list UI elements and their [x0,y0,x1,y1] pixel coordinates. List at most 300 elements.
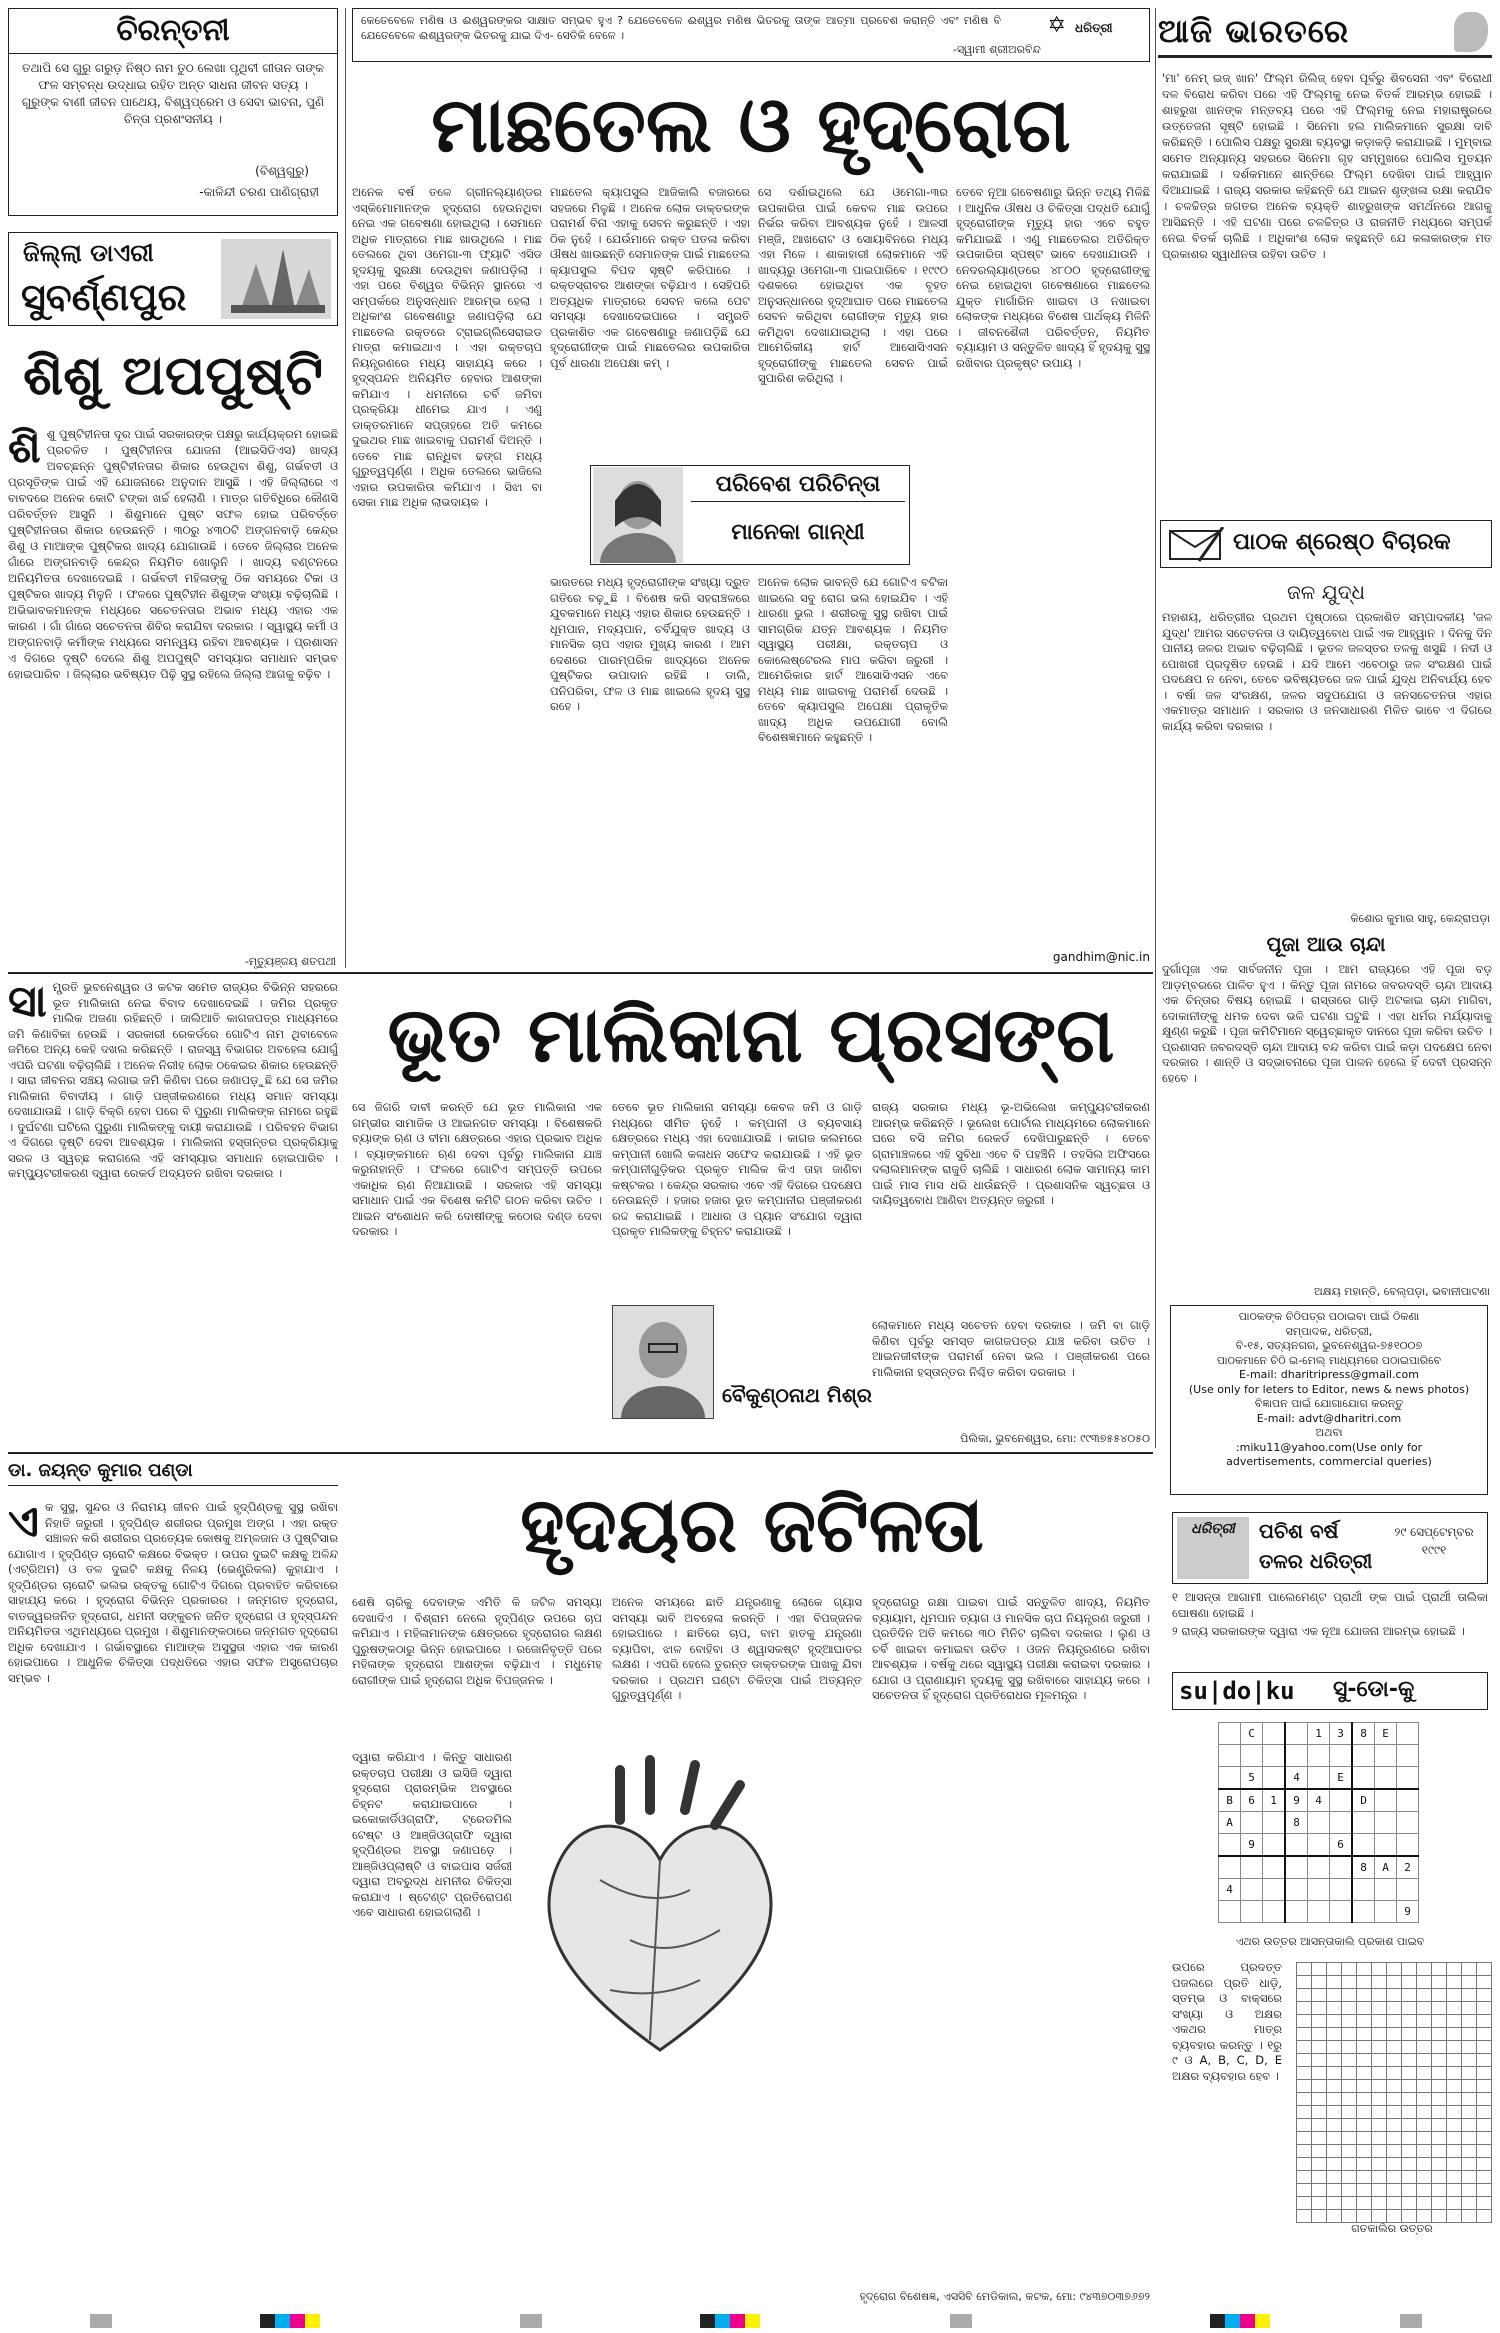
sudoku-cell[interactable] [1285,1901,1308,1923]
solution-cell [1357,2132,1372,2145]
sudoku-cell[interactable]: C [1241,1723,1263,1745]
sudoku-cell[interactable] [1241,1812,1263,1834]
solution-cell [1417,2119,1432,2132]
solution-cell [1447,2067,1462,2080]
solution-cell [1477,2002,1492,2015]
sudoku-cell[interactable] [1308,1879,1330,1901]
sudoku-cell[interactable] [1308,1901,1330,1923]
solution-cell [1447,2145,1462,2158]
pachisha-item2: ୨ ରାଜ୍ୟ ସରକାରଙ୍କ ଦ୍ୱାରା ଏକ ନୂଆ ଯୋଜନା ଆରମ୍ଭ ହୋଇଛି । [1172,1624,1465,1638]
solution-cell [1477,2067,1492,2080]
sudoku-cell[interactable] [1241,1879,1263,1901]
solution-cell [1387,2106,1402,2119]
solution-cell [1327,2041,1342,2054]
solution-cell [1342,1976,1357,1989]
sudoku-cell[interactable]: A [1375,1856,1397,1879]
sudoku-cell[interactable] [1219,1723,1241,1745]
solution-cell [1357,2080,1372,2093]
solution-cell [1297,2119,1312,2132]
solution-cell [1327,2054,1342,2067]
solution-cell [1477,2080,1492,2093]
solution-cell [1432,2015,1447,2028]
solution-cell [1387,2145,1402,2158]
solution-cell [1342,2106,1357,2119]
solution-cell [1402,2145,1417,2158]
solution-cell [1357,2054,1372,2067]
sudoku-cell[interactable] [1375,1789,1397,1812]
sudoku-banner [1172,1672,1488,1710]
solution-cell [1432,2080,1447,2093]
sudoku-cell[interactable]: 9 [1397,1901,1419,1923]
sudoku-cell[interactable] [1285,1723,1308,1745]
sudoku-cell[interactable] [1241,1856,1263,1879]
sudoku-cell[interactable] [1308,1812,1330,1834]
sudoku-cell[interactable] [1375,1745,1397,1767]
sudoku-cell[interactable] [1330,1901,1353,1923]
solution-cell [1372,2028,1387,2041]
sudoku-cell[interactable]: D [1352,1789,1375,1812]
solution-cell [1327,2210,1342,2223]
sudoku-row [1219,1723,1419,1745]
chirantani-title: ଚିରନ୍ତନୀ [9,9,337,54]
sudoku-solution-wrap [1296,1962,1492,2223]
contact-line6: ଅଥବା [1315,1426,1343,1439]
macchatel-col3: ସେ ଦର୍ଶାଇଥିଲେ ଯେ ଓମେଗା-୩ର ଉପକାରିତା ପାଇଁ କେବଳ ମାଛ ଉପରେ ନିର୍ଭର କରିବା ଆବଶ୍ୟକ ନୁହେଁ । ଆଳସୀ ମଞ୍ଜି, ଆଖରୋଟ ଓ ସୋୟାବିନରେ ମଧ୍ୟ ଏହା ମିଳେ । ଶାକାହାରୀ ଲୋକମାନେ ଏହି ଖାଦ୍ୟରୁ ଓମେଗା-୩ ପାଇପାରିବେ । ୧୯୯୦ ଦଶକରେ ହୋଇଥିବା ଏକ ବୃହତ ଅନୁସନ୍ଧାନରେ ହୃଦ୍‌ଆଘାତ ପରେ ମାଛତେଲ ସେବନ କରିଥିବା ରୋଗୀଙ୍କ ମୃତ୍ୟୁ ହାର କମିଥିବା ଦେଖାଯାଇଥିଲା । ଏହା ପରେ ଆମେରିକୀୟ ହାର୍ଟ ଆସୋସିଏସନ ହୃଦ୍‌ରୋଗୀଙ୍କୁ ମାଛତେଲ ସେବନ ପାଇଁ ସୁପାରିଶ କରିଥିଲା । [758,185,948,385]
sudoku-cell[interactable]: 4 [1285,1767,1308,1790]
sudoku-cell[interactable] [1397,1767,1419,1790]
solution-cell [1297,1989,1312,2002]
solution-cell [1387,2119,1402,2132]
section-rule [8,1452,1153,1454]
envelope-icon [1169,527,1225,563]
solution-cell [1357,1989,1372,2002]
solution-cell [1387,2080,1402,2093]
sudoku-row [1219,1856,1419,1879]
sudoku-hint: ଏଥର ଉତ୍ତର ଆସନ୍ତାକାଲି ପ୍ରକାଶ ପାଇବ [1235,1935,1425,1948]
solution-cell [1387,2054,1402,2067]
solution-cell [1297,2132,1312,2145]
sudoku-cell[interactable] [1263,1834,1286,1857]
solution-cell [1357,2015,1372,2028]
sudoku-cell[interactable] [1219,1834,1241,1857]
solution-cell [1477,1963,1492,1976]
solution-cell [1432,2106,1447,2119]
sudoku-cell[interactable] [1285,1856,1308,1879]
sudoku-grid[interactable] [1218,1722,1419,1923]
sudoku-answer-label: ଗତକାଲିର ଉତ୍ତର [1351,2222,1433,2235]
solution-cell [1447,2184,1462,2197]
sudoku-cell[interactable]: 4 [1219,1879,1241,1901]
solution-cell [1417,2080,1432,2093]
chirantani-source: (ବିଶ୍ୱଗୁରୁ) [255,164,309,178]
solution-cell [1477,2158,1492,2171]
solution-row [1297,2093,1492,2106]
sudoku-row [1219,1879,1419,1901]
solution-cell [1297,2184,1312,2197]
solution-cell [1327,2171,1342,2184]
sudoku-row [1219,1789,1419,1812]
heart-illustration [500,1750,820,2070]
sudoku-cell[interactable] [1330,1856,1353,1879]
sudoku-cell[interactable] [1352,1745,1375,1767]
solution-cell [1447,2106,1462,2119]
pachisha-box [1172,1512,1488,1584]
hrudaya-col3: ଅନେକ ସମୟରେ ଛାତି ଯନ୍ତ୍ରଣାକୁ ଲୋକେ ଗ୍ୟାସ ସମସ୍ୟା ଭାବି ଅବହେଳା କରନ୍ତି । ଏହା ବିପଜ୍ଜନକ ହୋଇପାରେ । ଛାତିରେ ଚାପ, ବାମ ହାତକୁ ଯନ୍ତ୍ରଣା ବ୍ୟାପିବା, ଝାଳ ବୋହିବା ଓ ଶ୍ୱାସକଷ୍ଟ ହୃଦ୍‌ଆଘାତର ଲକ୍ଷଣ । ଏପରି ହେଲେ ତୁରନ୍ତ ଡାକ୍ତରଙ୍କ ପାଖକୁ ଯିବା ଦରକାର । ପ୍ରଥମ ଘଣ୍ଟା ଚିକିତ୍ସା ପାଇଁ ଅତ୍ୟନ୍ତ ଗୁରୁତ୍ୱପୂର୍ଣ୍ଣ । [612,1595,862,1702]
sudoku-cell[interactable]: 5 [1241,1767,1263,1790]
solution-cell [1432,2210,1447,2223]
solution-cell [1417,1963,1432,1976]
sudoku-cell[interactable] [1330,1789,1353,1812]
solution-cell [1372,2067,1387,2080]
sudoku-cell[interactable]: 2 [1397,1856,1419,1879]
solution-cell [1372,2197,1387,2210]
solution-cell [1342,2210,1357,2223]
macchatel-col4: ତେବେ ନୂଆ ଗବେଷଣାରୁ ଭିନ୍ନ ତଥ୍ୟ ମିଳିଛି । ଆଧୁନିକ ଔଷଧ ଓ ଚିକିତ୍ସା ପଦ୍ଧତି ଯୋଗୁଁ ହୃଦ୍‌ରୋଗୀଙ୍କ ମୃତ୍ୟୁ ହାର ଏବେ ବହୁତ କମିଯାଇଛି । ଏଣୁ ମାଛତେଲର ଅତିରିକ୍ତ ଉପକାରିତା ସ୍ପଷ୍ଟ ଭାବେ ଦେଖାଯାଉନି । ନେଦରଲ୍ୟାଣ୍ଡରେ ୪୮୦୦ ହୃଦ୍‌ରୋଗୀଙ୍କୁ ନେଇ ହୋଇଥିବା ଗବେଷଣାରେ ମାଛତେଲ ଯୁକ୍ତ ମାର୍ଗାରିନ ଖାଇବା ଓ ନଖାଇବା ଲୋକଙ୍କ ମଧ୍ୟରେ ବିଶେଷ ପାର୍ଥକ୍ୟ ମିଳିନି । ଜୀବନଶୈଳୀ ପରିବର୍ତ୍ତନ, ନିୟମିତ ବ୍ୟାୟାମ ଓ ସନ୍ତୁଳିତ ଖାଦ୍ୟ ହିଁ ହୃଦୟକୁ ସୁସ୍ଥ ରଖିବାର ପ୍ରକୃଷ୍ଟ ଉପାୟ । [956,185,1150,370]
solution-row [1297,2184,1492,2197]
sudoku-cell[interactable] [1285,1745,1308,1767]
sudoku-cell[interactable] [1219,1767,1241,1790]
solution-cell [1462,2054,1477,2067]
macchatel-col2: ମାଛତେଲ କ୍ୟାପସୁଲ ଆଜିକାଲି ବଜାରରେ ସହଜରେ ମିଳୁଛି । ଅନେକ ଲୋକ ଡାକ୍ତରଙ୍କ ପରାମର୍ଶ ବିନା ଏହାକୁ ସେବନ କରୁଛନ୍ତି । ଏହା ଠିକ ନୁହେଁ । ଯେଉଁମାନେ ରକ୍ତ ପତଳା କରିବା ଔଷଧ ଖାଉଛନ୍ତି ସେମାନଙ୍କ ପାଇଁ ମାଛତେଲ କ୍ୟାପସୁଲ ବିପଦ ସୃଷ୍ଟି କରିପାରେ । ରକ୍ତସ୍ରାବର ଆଶଙ୍କା ବଢ଼ିଯାଏ । ସେହିପରି ଅତ୍ୟଧିକ ମାତ୍ରାରେ ସେବନ କଲେ ପେଟ ସମସ୍ୟା ଦେଖାଦେଇପାରେ । ସମ୍ପ୍ରତି ପ୍ରକାଶିତ ଏକ ଗବେଷଣାରୁ ଜଣାପଡ଼ିଛି ଯେ ହୃଦ୍‌ରୋଗୀଙ୍କ ପାଇଁ ମାଛତେଲର ଉପକାରିତା ପୂର୍ବ ଧାରଣା ଅପେକ୍ଷା କମ୍ । [550,185,750,370]
solution-cell [1432,2171,1447,2184]
sudoku-cell[interactable] [1375,1812,1397,1834]
solution-cell [1447,2197,1462,2210]
solution-cell [1327,2002,1342,2015]
sudoku-cell[interactable]: 9 [1285,1789,1308,1812]
solution-cell [1402,1976,1417,1989]
solution-cell [1297,1976,1312,1989]
solution-row [1297,2132,1492,2145]
solution-cell [1312,2041,1327,2054]
solution-cell [1327,1963,1342,1976]
pachisha-date: ୨୯ ସେପ୍ଟେମ୍ବର ୧୯୯୧ [1394,1525,1474,1557]
contact-email-yahoo[interactable]: :miku11@yahoo.com(Use only for [1235,1440,1423,1454]
sudoku-cell[interactable] [1241,1901,1263,1923]
sudoku-row [1219,1767,1419,1790]
solution-cell [1297,2197,1312,2210]
bhoota-headline: ଭୂତ ମାଲିକାନା ପ୍ରସଙ୍ଗ [387,990,1115,1079]
solution-cell [1312,2106,1327,2119]
solution-cell [1372,2132,1387,2145]
sudoku-cell[interactable]: 1 [1308,1723,1330,1745]
contact-email-advt[interactable]: E-mail: advt@dharitri.com [1256,1411,1402,1425]
sudoku-cell[interactable] [1263,1723,1286,1745]
contact-email-editor[interactable]: E-mail: dharitripress@gmail.com [1239,1368,1419,1381]
solution-cell [1417,2041,1432,2054]
sudoku-cell[interactable]: 8 [1352,1723,1375,1745]
solution-cell [1372,2119,1387,2132]
macchatel-author-box [590,465,910,565]
solution-cell [1357,2041,1372,2054]
sudoku-cell[interactable] [1241,1745,1263,1767]
sudoku-cell[interactable] [1397,1745,1419,1767]
solution-cell [1417,2197,1432,2210]
sudoku-cell[interactable]: 6 [1241,1789,1263,1812]
sudoku-cell[interactable]: 8 [1285,1812,1308,1834]
solution-cell [1477,2093,1492,2106]
sudoku-row [1219,1745,1419,1767]
sudoku-cell[interactable] [1219,1745,1241,1767]
sudoku-cell[interactable]: A [1219,1812,1241,1834]
sudoku-title-odia: ସୁ-ଡୋ-କୁ [1333,1677,1415,1702]
sudoku-title: su|do|ku [1179,1677,1295,1705]
solution-cell [1477,2145,1492,2158]
dharitri-mark-label: ଧରିତ୍ରୀ [1075,21,1113,35]
solution-cell [1432,1989,1447,2002]
solution-cell [1447,2158,1462,2171]
solution-cell [1312,2067,1327,2080]
sudoku-cell[interactable] [1308,1856,1330,1879]
solution-cell [1312,2080,1327,2093]
sudoku-cell[interactable] [1330,1745,1353,1767]
solution-cell [1402,2197,1417,2210]
solution-cell [1447,2002,1462,2015]
solution-cell [1327,2015,1342,2028]
solution-row [1297,2119,1492,2132]
solution-row [1297,2015,1492,2028]
solution-row [1297,1976,1492,1989]
solution-cell [1462,2067,1477,2080]
top-quote-box [352,8,1150,62]
solution-cell [1432,2119,1447,2132]
solution-cell [1462,2132,1477,2145]
sudoku-cell[interactable] [1352,1767,1375,1790]
solution-row [1297,2080,1492,2093]
hrudaya-author-label: ଡା. ଜୟନ୍ତ କୁମାର ପଣ୍ଡା [8,1460,338,1486]
solution-cell [1477,2132,1492,2145]
bhoota-col1 [8,980,338,1450]
bhoota-dropcap: ସା [8,980,47,1027]
sudoku-cell[interactable]: B [1219,1789,1241,1812]
sudoku-cell[interactable]: 1 [1263,1789,1286,1812]
sudoku-cell[interactable]: E [1375,1723,1397,1745]
sudoku-cell[interactable] [1397,1834,1419,1857]
pachisha-item1: ୧ ଆସନ୍ତା ଆଗାମୀ ପାଲେମେଣ୍ଟ ପ୍ରାର୍ଥୀ ଙ୍କ ପାଇଁ ପ୍ରାର୍ଥୀ ତାଲିକା ଘୋଷଣା ହୋଇଛି । [1172,1590,1488,1620]
solution-cell [1297,2041,1312,2054]
sudoku-cell[interactable]: 3 [1330,1723,1353,1745]
registration-bar [90,2314,112,2328]
solution-cell [1462,2015,1477,2028]
solution-cell [1312,2002,1327,2015]
solution-cell [1417,2184,1432,2197]
solution-cell [1312,1963,1327,1976]
solution-cell [1402,2184,1417,2197]
solution-cell [1417,1989,1432,2002]
sudoku-cell[interactable] [1263,1767,1286,1790]
solution-cell [1312,2119,1327,2132]
solution-cell [1342,1963,1357,1976]
sudoku-cell[interactable] [1397,1723,1419,1745]
sudoku-cell[interactable] [1285,1879,1308,1901]
solution-cell [1432,2002,1447,2015]
solution-cell [1387,1963,1402,1976]
registration-bar [260,2314,320,2328]
solution-cell [1417,2002,1432,2015]
solution-cell [1462,2145,1477,2158]
solution-cell [1342,2067,1357,2080]
bhoota-author-box [612,1305,892,1425]
sudoku-cell[interactable] [1375,1834,1397,1857]
sudoku-cell[interactable] [1375,1901,1397,1923]
solution-cell [1372,2171,1387,2184]
letter2-author: ଅକ୍ଷୟ ମହାନ୍ତି, ବେଲ୍‌ପଡ଼ା, ଭବାନୀପାଟଣା [1314,1285,1490,1298]
solution-cell [1477,2119,1492,2132]
sudoku-cell[interactable] [1263,1745,1286,1767]
solution-cell [1432,2028,1447,2041]
solution-cell [1357,2119,1372,2132]
solution-cell [1327,2197,1342,2210]
solution-row [1297,2028,1492,2041]
solution-cell [1312,2132,1327,2145]
sudoku-cell[interactable] [1397,1812,1419,1834]
solution-cell [1387,2028,1402,2041]
solution-cell [1462,2158,1477,2171]
solution-cell [1387,2002,1402,2015]
divider [1155,8,1156,1448]
solution-cell [1357,2197,1372,2210]
solution-cell [1342,2184,1357,2197]
solution-cell [1342,2054,1357,2067]
pathaka-banner [1160,520,1492,568]
sudoku-cell[interactable] [1263,1856,1286,1879]
solution-cell [1462,2184,1477,2197]
solution-cell [1477,1976,1492,1989]
solution-cell [1372,2054,1387,2067]
solution-cell [1477,2054,1492,2067]
solution-cell [1447,2015,1462,2028]
top-quote-text: କେତେବେଳେ ମଣିଷ ଓ ଈଶ୍ୱରଙ୍କର ସାକ୍ଷାତ ସମ୍ଭବ ହୁଏ ? ଯେତେବେଳେ ଈଶ୍ୱର ମଣିଷ ଭିତରକୁ ତାଙ୍କ ଆତ୍ମା ପ୍ରବେଶ କରାନ୍ତି ଏବଂ ମଣିଷ ବି ଯେତେବେଳେ ଈଶ୍ୱରଙ୍କ ଭିତରକୁ ଯାଇ ଦିଏ- ସେତିକି ବେଳେ । [361,14,1001,42]
solution-cell [1447,2080,1462,2093]
contact-line1: ପାଠକଙ୍କ ଚିଠିପତ୍ର ପଠାଇବା ପାଇଁ ଠିକଣା [1238,1310,1420,1323]
macchatel-headline: ମାଛତେଲ ଓ ହୃଦ୍‌ରୋଗ [431,80,1071,169]
solution-cell [1372,2080,1387,2093]
solution-cell [1417,2145,1432,2158]
solution-cell [1387,2132,1402,2145]
solution-cell [1402,2041,1417,2054]
solution-cell [1312,2158,1327,2171]
solution-cell [1297,2171,1312,2184]
solution-cell [1342,2028,1357,2041]
solution-cell [1387,2015,1402,2028]
sudoku-cell[interactable] [1219,1856,1241,1879]
sudoku-cell[interactable] [1308,1745,1330,1767]
solution-cell [1327,2184,1342,2197]
sudoku-cell[interactable] [1352,1901,1375,1923]
macchatel-col3b: ଅନେକ ଲୋକ ଭାବନ୍ତି ଯେ ଗୋଟିଏ ବଟିକା ଖାଇଲେ ସବୁ ରୋଗ ଭଲ ହୋଇଯିବ । ଏହି ଧାରଣା ଭୁଲ । ଶରୀରକୁ ସୁସ୍ଥ ରଖିବା ପାଇଁ ସାମଗ୍ରିକ ଯତ୍ନ ଆବଶ୍ୟକ । ନିୟମିତ ସ୍ୱାସ୍ଥ୍ୟ ପରୀକ୍ଷା, ରକ୍ତଚାପ ଓ କୋଲେଷ୍ଟେରଲ ମାପ କରିବା ଜରୁରୀ । ଆମେରିକାର ହାର୍ଟ ଆସୋସିଏସନ ଏବେ ମଧ୍ୟ ମାଛ ଖାଇବାକୁ ପରାମର୍ଶ ଦେଉଛି । ତେବେ କ୍ୟାପସୁଲ ଅପେକ୍ଷା ପ୍ରାକୃତିକ ଖାଦ୍ୟ ଅଧିକ ଉପଯୋଗୀ ବୋଲି ବିଶେଷଜ୍ଞମାନେ କହୁଛନ୍ତି । [758,575,948,744]
solution-cell [1462,2197,1477,2210]
pachisha-title2: ତଳର ଧରିତ୍ରୀ [1259,1549,1373,1573]
shishu-body-text: ଶୁ ପୁଷ୍ଟିହୀନତା ଦୂର ପାଇଁ ସରକାରଙ୍କ ପକ୍ଷରୁ କାର୍ଯ୍ୟକ୍ରମ ହୋଇଛି ପ୍ରଚଳିତ । ପୁଷ୍ଟିହୀନତା ଯୋଜନା (ଆଇସିଡିଏସ) ଖାଦ୍ୟ ଅବଚ୍ଛନ୍ନ ପୁଷ୍ଟିହୀନତାର ଶିକାର ହେଉଥିବା ଶିଶୁ, ଗର୍ଭବତୀ ଓ ପ୍ରସୂତିଙ୍କ ପାଇଁ ଏହି ଯୋଜନାରେ ଅନୁଦାନ ଆସୁଛି । ଏହି ଜିଲ୍ଲାରେ ଏ ବାବଦରେ ଅନେକ କୋଟି ଟଙ୍କା ଖର୍ଚ୍ଚ ହେଲାଣି । ମାତ୍ର ଗତିବିଧିରେ କୌଣସି ପରିବର୍ତ୍ତନ ଆସୁନି । ଶିଶୁମାନେ ପୁଷ୍ଟ ସଫଳ ହୋଇ ପରିବର୍ତ୍ତେ ପୁଷ୍ଟିହୀନତାର ଶିକାର ହେଉଛନ୍ତି । ୩୦ରୁ ୪୩୦ଟି ଅଙ୍ଗନବାଡ଼ି କେନ୍ଦ୍ର ଶିଶୁ ଓ ମାଆଙ୍କ ପୁଷ୍ଟିକର ଖାଦ୍ୟ ଯୋଗାଉଛି । ତେବେ ଜିଲ୍ଲାର ଅନେକ ଗାଁରେ ଅଙ୍ଗନବାଡ଼ି କେନ୍ଦ୍ର ନିୟମିତ ଖୋଲୁନି । ଖାଦ୍ୟ ବଣ୍ଟନରେ ଅନିୟମିତତା ଦେଖାଦେଇଛି । ଗର୍ଭବତୀ ମହିଳାଙ୍କୁ ଠିକ ସମୟରେ ଟିକା ଓ ପୁଷ୍ଟିକର ଖାଦ୍ୟ ମିଳୁନି । ଫଳରେ ପୁଷ୍ଟିହୀନ ଶିଶୁଙ୍କ ସଂଖ୍ୟା ବଢ଼ିଚାଲିଛି । ଅଭିଭାବକମାନଙ୍କ ମଧ୍ୟରେ ସଚେତନତାର ଅଭାବ ମଧ୍ୟ ଏହାର ଏକ କାରଣ । ଗାଁ ଗାଁରେ ସଚେତନତା ଶିବିର କରାଯିବା ଦରକାର । ସ୍ୱାସ୍ଥ୍ୟ କର୍ମୀ ଓ ଅଙ୍ଗନବାଡ଼ି କର୍ମୀଙ୍କ ମଧ୍ୟରେ ସମନ୍ୱୟ ରହିବା ଆବଶ୍ୟକ । ପ୍ରଶାସନ ଏ ଦିଗରେ ଦୃଷ୍ଟି ଦେଲେ ଶିଶୁ ଅପପୁଷ୍ଟି ସମସ୍ୟାର ସମାଧାନ ସମ୍ଭବ ହୋଇପାରିବ । ଜିଲ୍ଲାର ଭବିଷ୍ୟତ ପିଢ଼ି ସୁସ୍ଥ ରହିଲେ ଜିଲ୍ଲା ଆଗକୁ ବଢ଼ିବ । [8,427,338,681]
solution-cell [1417,2158,1432,2171]
sudoku-cell[interactable]: 6 [1330,1834,1353,1857]
solution-cell [1312,2145,1327,2158]
solution-cell [1462,2119,1477,2132]
sudoku-cell[interactable] [1352,1879,1375,1901]
bhoota-col4b: ଲୋକମାନେ ମଧ୍ୟ ସଚେତନ ହେବା ଦରକାର । ଜମି ବା ଗାଡ଼ି କିଣିବା ପୂର୍ବରୁ ସମସ୍ତ କାଗଜପତ୍ର ଯାଞ୍ଚ କରିବା ଉଚିତ । ଆଇନଜୀବୀଙ୍କ ପରାମର୍ଶ ନେବା ଭଲ । ପଞ୍ଜୀକରଣ ପରେ ମାଲିକାନା ହସ୍ତାନ୍ତର ନିଶ୍ଚିତ କରିବା ଦରକାର । [872,1318,1150,1379]
solution-cell [1327,1989,1342,2002]
sudoku-cell[interactable] [1352,1834,1375,1857]
sudoku-cell[interactable] [1397,1789,1419,1812]
registration-bar [700,2314,760,2328]
top-quote-author: -ସ୍ୱାମୀ ଶ୍ରୀଅରବିନ୍ଦ [953,43,1041,56]
solution-cell [1327,2158,1342,2171]
sudoku-cell[interactable] [1263,1812,1286,1834]
solution-cell [1402,2132,1417,2145]
macchatel-email[interactable]: gandhim@nic.in [1052,950,1150,964]
sudoku-cell[interactable] [1308,1834,1330,1857]
solution-cell [1477,2171,1492,2184]
solution-cell [1372,2002,1387,2015]
sudoku-solution-grid [1296,1962,1492,2223]
solution-cell [1342,2093,1357,2106]
sudoku-cell[interactable] [1308,1767,1330,1790]
hrudaya-byline: ହୃଦ୍‌ରୋଗ ବିଶେଷଜ୍ଞ, ଏସସିବି ମେଡିକାଲ, କଟକ, ମୋ: ୯୪୩୭୦୩୭୬୭୨ [859,2290,1150,2303]
sudoku-cell[interactable] [1263,1901,1286,1923]
solution-cell [1342,2080,1357,2093]
solution-cell [1327,2080,1342,2093]
contact-line4: ପାଠକମାନେ ଚିଠି ଇ-ମେଲ୍ ମାଧ୍ୟମରେ ପଠାଇପାରିବେ [1216,1353,1442,1367]
sudoku-cell[interactable] [1397,1879,1419,1901]
solution-cell [1387,2171,1402,2184]
sudoku-cell[interactable] [1219,1901,1241,1923]
solution-row [1297,2158,1492,2171]
solution-cell [1297,2210,1312,2223]
divider [345,8,346,968]
solution-cell [1447,2093,1462,2106]
letter1-body: ମହାଶୟ, ଧରିତ୍ରୀର ପ୍ରଥମ ପୃଷ୍ଠାରେ ପ୍ରକାଶିତ ସମ୍ପାଦକୀୟ 'ଜଳ ଯୁଦ୍ଧ' ଆମର ସଚେତନତା ଓ ଦାୟିତ୍ୱବୋଧ ପାଇଁ ଏକ ଆହ୍ୱାନ । ଦିନକୁ ଦିନ ପାନୀୟ ଜଳର ଅଭାବ ବଢ଼ିଚାଲିଛି । ଭୂତଳ ଜଳସ୍ତର ତଳକୁ ଖସୁଛି । ନଦୀ ଓ ପୋଖରୀ ପ୍ରଦୂଷିତ ହେଉଛି । ଯଦି ଆମେ ଏବେଠାରୁ ଜଳ ସଂରକ୍ଷଣ ପାଇଁ ପଦକ୍ଷେପ ନ ନେବା, ତେବେ ଭବିଷ୍ୟତରେ ଜଳ ପାଇଁ ଯୁଦ୍ଧ ଅନିବାର୍ଯ୍ୟ ହେବ । ବର୍ଷା ଜଳ ସଂରକ୍ଷଣ, ଜଳର ସଦୁପଯୋଗ ଓ ଜନସଚେତନତା ଏହାର ଏକମାତ୍ର ସମାଧାନ । ସରକାର ଓ ଜନସାଧାରଣ ମିଳିତ ଭାବେ ଏ ଦିଗରେ କାର୍ଯ୍ୟ କରିବା ଦରକାର । [1162,610,1492,733]
sudoku-cell[interactable] [1375,1879,1397,1901]
solution-cell [1327,1976,1342,1989]
solution-cell [1432,2158,1447,2171]
macchatel-col2b: ଭାରତରେ ମଧ୍ୟ ହୃଦ୍‌ରୋଗୀଙ୍କ ସଂଖ୍ୟା ଦ୍ରୁତ ଗତିରେ ବଢ଼ୁଛି । ବିଶେଷ କରି ସହରାଞ୍ଚଳରେ ଯୁବକମାନେ ମଧ୍ୟ ଏହାର ଶିକାର ହେଉଛନ୍ତି । ଧୂମପାନ, ମଦ୍ୟପାନ, ଚର୍ବିଯୁକ୍ତ ଖାଦ୍ୟ ଓ ମାନସିକ ଚାପ ଏହାର ମୁଖ୍ୟ କାରଣ । ଆମ ଦେଶରେ ପାରମ୍ପରିକ ଖାଦ୍ୟରେ ଅନେକ ପୁଷ୍ଟିକର ଉପାଦାନ ରହିଛି । ଡାଲି, ପନିପରିବା, ଫଳ ଓ ମାଛ ଖାଇଲେ ହୃଦୟ ସୁସ୍ଥ ରହେ । [550,575,750,713]
section-rule [8,972,1153,974]
solution-cell [1447,1989,1462,2002]
macchatel-column-label: ପରିବେଶ ପରିଚିନ୍ତା [691,472,905,502]
sudoku-cell[interactable] [1330,1879,1353,1901]
solution-cell [1327,2093,1342,2106]
solution-row [1297,2067,1492,2080]
solution-cell [1387,2184,1402,2197]
solution-cell [1432,2093,1447,2106]
registration-bar [1400,2314,1422,2328]
solution-row [1297,2054,1492,2067]
bhoota-col3: ତେବେ ଭୂତ ମାଲିକାନା ସମସ୍ୟା କେବଳ ଜମି ଓ ଗାଡ଼ି ମଧ୍ୟରେ ସୀମିତ ନୁହେଁ । କମ୍ପାନୀ ଓ ବ୍ୟବସାୟ କ୍ଷେତ୍ରରେ ମଧ୍ୟ ଏହା ଦେଖାଯାଉଛି । କାଗଜ କଲମରେ କମ୍ପାନୀ ଖୋଲି କଳାଧନ ସଫେଦ କରାଯାଉଛି । ଏହି ଭୂତ କମ୍ପାନୀଗୁଡ଼ିକର ପ୍ରକୃତ ମାଲିକ କିଏ ତାହା ଜାଣିବା କଷ୍ଟକର । କେନ୍ଦ୍ର ସରକାର ଏବେ ଏହି ଦିଗରେ ପଦକ୍ଷେପ ନେଉଛନ୍ତି । ହଜାର ହଜାର ଭୂତ କମ୍ପାନୀର ପଞ୍ଜୀକରଣ ରଦ୍ଦ କରାଯାଇଛି । ଆଧାର ଓ ପ୍ୟାନ ସଂଯୋଗ ଦ୍ୱାରା ପ୍ରକୃତ ମାଲିକଙ୍କୁ ଚିହ୍ନଟ କରାଯାଉଛି । [612,1100,862,1238]
solution-cell [1432,2184,1447,2197]
sudoku-cell[interactable] [1352,1812,1375,1834]
solution-cell [1357,2002,1372,2015]
solution-cell [1417,2106,1432,2119]
sudoku-cell[interactable] [1375,1767,1397,1790]
solution-cell [1402,2106,1417,2119]
sudoku-cell[interactable] [1330,1812,1353,1834]
solution-cell [1462,2106,1477,2119]
sudoku-cell[interactable]: 9 [1241,1834,1263,1857]
solution-cell [1372,2106,1387,2119]
sudoku-cell[interactable]: E [1330,1767,1353,1790]
contact-box [1170,1305,1488,1495]
sudoku-cell[interactable]: 4 [1308,1789,1330,1812]
solution-row [1297,2171,1492,2184]
bhoota-col1-text: ମ୍ପ୍ରତି ଭୁବନେଶ୍ୱର ଓ କଟକ ସମେତ ରାଜ୍ୟର ବିଭିନ୍ନ ସହରରେ ଭୂତ ମାଲିକାନା ନେଇ ବିବାଦ ଦେଖାଦେଇଛି । ଜମିର ପ୍ରକୃତ ମାଲିକ ଅଜଣା ରହିଛନ୍ତି । ଜାଲିଆତି କାଗଜପତ୍ର ମାଧ୍ୟମରେ ଜମି କିଣାବିକା ହେଉଛି । ସରକାରୀ ରେକର୍ଡରେ ଗୋଟିଏ ନାମ ଥିବାବେଳେ ଜମିରେ ଅନ୍ୟ କେହି ଦଖଲ କରିଛନ୍ତି । ରାଜସ୍ୱ ବିଭାଗର ଅବହେଳା ଯୋଗୁଁ ଏପରି ଘଟଣା ବଢ଼ିଚାଲିଛି । ଅନେକ ନିରୀହ ଲୋକ ଠକେଇର ଶିକାର ହେଉଛନ୍ତି । ସାରା ଜୀବନର ସଞ୍ଚୟ ଲଗାଇ ଜମି କିଣିବା ପରେ ଜଣାପଡ଼ୁଛି ଯେ ସେ ଜମିର ମାଲିକାନା ବିବାଦୀୟ । ଗାଡ଼ି ପଞ୍ଜୀକରଣରେ ମଧ୍ୟ ସମାନ ସମସ୍ୟା ଦେଖାଯାଉଛି । ଗାଡ଼ି ବିକ୍ରି ହେବା ପରେ ବି ପୁରୁଣା ମାଲିକଙ୍କ ନାମରେ ରହୁଛି । ଦୁର୍ଘଟଣା ଘଟିଲେ ପୁରୁଣା ମାଲିକଙ୍କୁ ଦାୟୀ କରାଯାଉଛି । ପରିବହନ ବିଭାଗ ଏ ଦିଗରେ ଦୃଷ୍ଟି ଦେବା ଆବଶ୍ୟକ । ମାଲିକାନା ହସ୍ତାନ୍ତର ପ୍ରକ୍ରିୟାକୁ ସରଳ ଓ ସ୍ୱଚ୍ଛ କରାଗଲେ ଏହି ସମସ୍ୟାର ସମାଧାନ ହୋଇପାରିବ । କମ୍ପ୍ୟୁଟରୀକରଣ ଦ୍ୱାରା ରେକର୍ଡ ଅଦ୍ୟତନ ରଖିବା ଦରକାର । [8,980,338,1180]
solution-cell [1357,2210,1372,2223]
sudoku-cell[interactable] [1285,1834,1308,1857]
sudoku-cell[interactable]: 8 [1352,1856,1375,1879]
bhoota-author-photo [612,1305,714,1419]
sudoku-cell[interactable] [1263,1879,1286,1901]
solution-cell [1477,1989,1492,2002]
shishu-body [8,426,338,956]
dharitri-mark [1025,13,1135,38]
